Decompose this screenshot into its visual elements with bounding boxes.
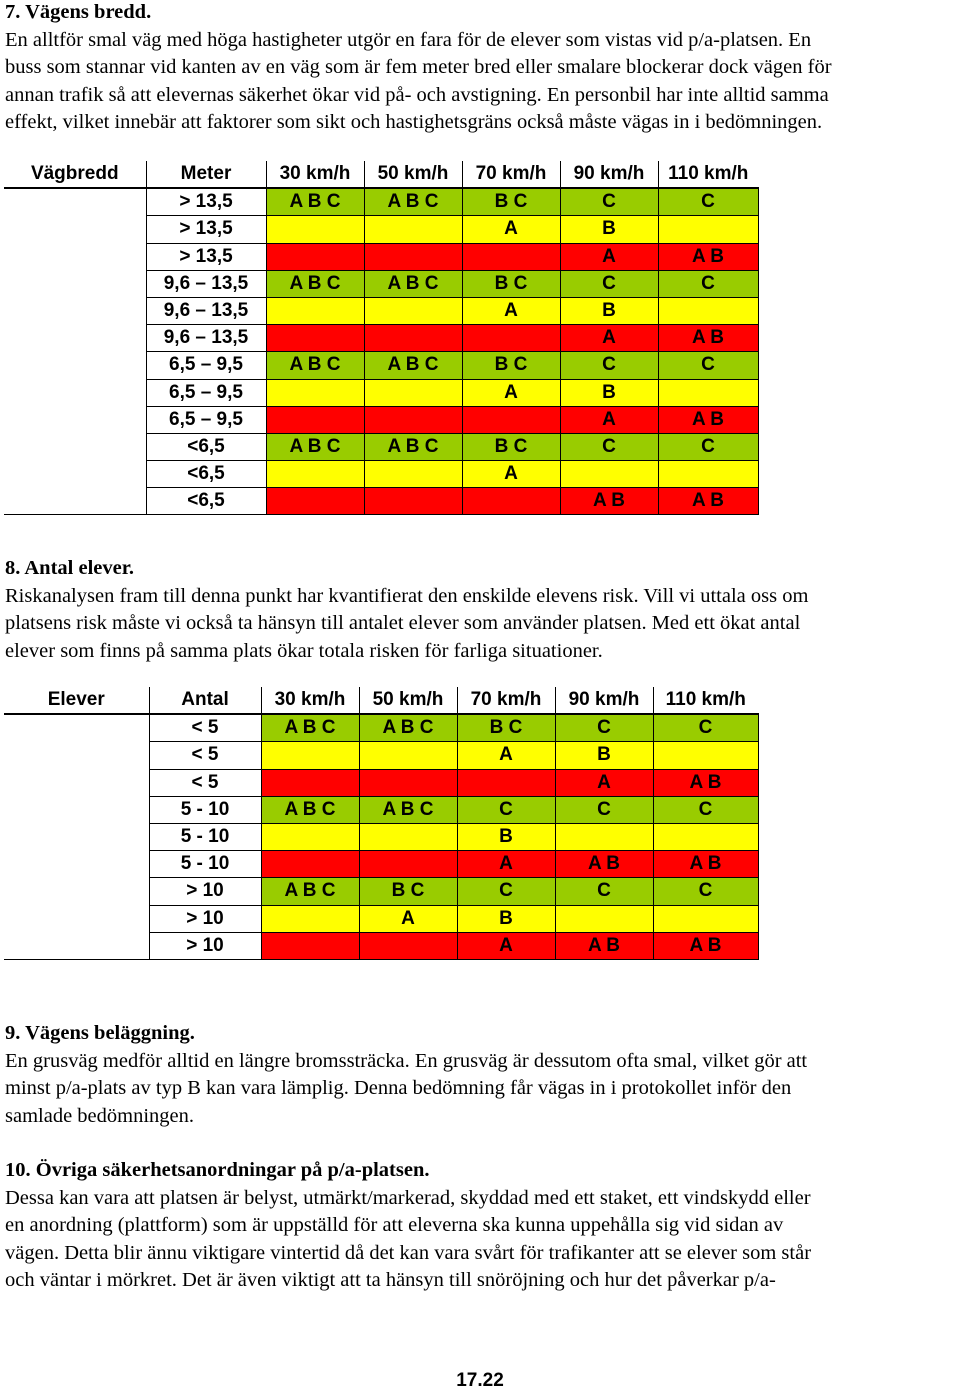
range-cell: < 5 — [149, 714, 261, 742]
range-cell: 5 - 10 — [149, 823, 261, 850]
risk-level-cell — [462, 406, 560, 433]
risk-level-cell — [364, 297, 462, 324]
table-row — [4, 352, 758, 379]
range-cell: <6,5 — [146, 461, 266, 488]
risk-level-cell — [560, 461, 658, 488]
risk-level-cell: A B C — [266, 188, 364, 216]
risk-level-cell: A B — [653, 769, 758, 796]
risk-level-cell: B — [457, 905, 555, 932]
risk-level-cell: A B — [658, 406, 758, 433]
risk-level-cell: C — [560, 270, 658, 297]
empty-cell — [4, 851, 149, 878]
column-header: 50 km/h — [359, 687, 457, 714]
risk-level-cell: C — [658, 188, 758, 216]
column-header: Antal — [149, 687, 261, 714]
range-cell: 5 - 10 — [149, 851, 261, 878]
section-8-line: platsens risk måste vi också ta hänsyn till antalet elever som använder platsen. Med ett ökat antal — [5, 612, 801, 634]
range-cell: <6,5 — [146, 433, 266, 460]
risk-level-cell: A B — [653, 851, 758, 878]
risk-level-cell: B C — [359, 878, 457, 905]
range-cell: > 13,5 — [146, 243, 266, 270]
risk-level-cell — [359, 932, 457, 959]
section-10-heading: 10. Övriga säkerhetsanordningar på p/a-platsen. — [5, 1159, 430, 1181]
section-7-heading: 7. Vägens bredd. — [5, 1, 152, 23]
risk-level-cell: A — [560, 406, 658, 433]
risk-level-cell: A — [555, 769, 653, 796]
risk-level-cell — [266, 325, 364, 352]
risk-level-cell: C — [653, 714, 758, 742]
column-header: 30 km/h — [266, 161, 364, 188]
column-header: 90 km/h — [555, 687, 653, 714]
empty-cell — [4, 406, 146, 433]
column-header: 70 km/h — [462, 161, 560, 188]
column-header: 30 km/h — [261, 687, 359, 714]
table-row — [4, 796, 758, 823]
risk-level-cell: A B C — [261, 878, 359, 905]
empty-cell — [4, 325, 146, 352]
table-row — [4, 379, 758, 406]
page-number: 17.22 — [456, 1370, 504, 1391]
table-row — [4, 878, 758, 905]
risk-level-cell — [261, 905, 359, 932]
risk-level-cell: C — [457, 796, 555, 823]
risk-level-cell: B — [560, 216, 658, 243]
risk-level-cell — [266, 461, 364, 488]
road-width-risk-table — [4, 161, 759, 515]
column-header: Meter — [146, 161, 266, 188]
risk-level-cell: B C — [462, 352, 560, 379]
table-row — [4, 905, 758, 932]
risk-level-cell: C — [653, 796, 758, 823]
risk-level-cell — [359, 769, 457, 796]
range-cell: < 5 — [149, 742, 261, 769]
empty-cell — [4, 461, 146, 488]
section-7-line: effekt, vilket innebär att faktorer som sikt och hastighetsgräns också måste vägas in i bedömningen. — [5, 111, 823, 133]
empty-cell — [4, 823, 149, 850]
risk-level-cell — [359, 823, 457, 850]
table-row — [4, 270, 758, 297]
column-header: 110 km/h — [653, 687, 758, 714]
section-9-heading: 9. Vägens beläggning. — [5, 1022, 195, 1044]
section-10-line: vägen. Detta blir ännu viktigare vintertid då det kan vara svårt för trafikanter att se elever som står — [5, 1241, 812, 1264]
risk-level-cell: A B — [658, 488, 758, 515]
risk-level-cell — [359, 851, 457, 878]
risk-level-cell — [364, 379, 462, 406]
column-header: 110 km/h — [658, 161, 758, 188]
risk-level-cell: A — [457, 742, 555, 769]
table-row — [4, 325, 758, 352]
table-row — [4, 243, 758, 270]
risk-level-cell: C — [555, 878, 653, 905]
risk-level-cell: A — [359, 905, 457, 932]
table-row — [4, 823, 758, 850]
empty-cell — [4, 433, 146, 460]
range-cell: 9,6 – 13,5 — [146, 325, 266, 352]
column-header: Vägbredd — [4, 161, 146, 188]
section-7-line: buss som stannar vid kanten av en väg som är fem meter bred eller smalare blockerar dock vägen för — [5, 56, 832, 78]
risk-level-cell: A — [462, 297, 560, 324]
empty-cell — [4, 932, 149, 959]
empty-cell — [4, 297, 146, 324]
range-cell: 9,6 – 13,5 — [146, 297, 266, 324]
empty-cell — [4, 769, 149, 796]
section-7-line: annan trafik så att elevernas säkerhet ökar vid på- och avstigning. En personbil har inte alltid samma — [5, 83, 829, 106]
empty-cell — [4, 352, 146, 379]
column-header: 90 km/h — [560, 161, 658, 188]
risk-level-cell — [653, 823, 758, 850]
range-cell: > 10 — [149, 932, 261, 959]
range-cell: > 13,5 — [146, 216, 266, 243]
risk-level-cell — [653, 905, 758, 932]
risk-level-cell: B — [560, 297, 658, 324]
risk-level-cell — [364, 406, 462, 433]
risk-level-cell — [462, 243, 560, 270]
risk-level-cell: A — [457, 932, 555, 959]
risk-level-cell: B C — [457, 714, 555, 742]
risk-level-cell: B C — [462, 270, 560, 297]
risk-level-cell: C — [658, 352, 758, 379]
range-cell: > 13,5 — [146, 188, 266, 216]
section-10-line: Dessa kan vara att platsen är belyst, utmärkt/markerad, skyddad med ett staket, ett vindskydd eller — [5, 1186, 811, 1209]
risk-level-cell: A — [462, 379, 560, 406]
risk-level-cell: B C — [462, 188, 560, 216]
risk-level-cell: B — [555, 742, 653, 769]
risk-level-cell — [266, 216, 364, 243]
risk-level-cell — [462, 488, 560, 515]
table-row — [4, 461, 758, 488]
empty-cell — [4, 878, 149, 905]
section-10-line: och väntar i mörkret. Det är även viktigt att ta hänsyn till snöröjning och hur det påverkar p/a- — [5, 1269, 776, 1291]
risk-level-cell: B C — [462, 433, 560, 460]
risk-level-cell — [658, 216, 758, 243]
range-cell: 6,5 – 9,5 — [146, 352, 266, 379]
empty-cell — [4, 714, 149, 742]
risk-level-cell: A B C — [261, 796, 359, 823]
table-row — [4, 488, 758, 515]
empty-cell — [4, 270, 146, 297]
table-row — [4, 714, 758, 742]
risk-level-cell — [462, 325, 560, 352]
risk-level-cell — [261, 851, 359, 878]
section-8-heading: 8. Antal elever. — [5, 557, 135, 579]
range-cell: 6,5 – 9,5 — [146, 379, 266, 406]
table-header-row — [4, 687, 758, 714]
risk-level-cell: C — [653, 878, 758, 905]
risk-level-cell — [266, 379, 364, 406]
risk-level-cell — [658, 297, 758, 324]
risk-level-cell — [364, 461, 462, 488]
risk-level-cell: A B — [658, 243, 758, 270]
empty-cell — [4, 188, 146, 216]
table-row — [4, 433, 758, 460]
risk-level-cell: A B — [653, 932, 758, 959]
risk-level-cell — [364, 216, 462, 243]
risk-level-cell: A B C — [266, 433, 364, 460]
table-row — [4, 188, 758, 216]
table-row — [4, 216, 758, 243]
risk-level-cell: A B — [555, 851, 653, 878]
section-7-line: En alltför smal väg med höga hastigheter utgör en fara för de elever som vistas vid p/a-platsen. En — [5, 28, 812, 51]
range-cell: <6,5 — [146, 488, 266, 515]
table-row — [4, 297, 758, 324]
risk-level-cell — [266, 297, 364, 324]
empty-cell — [4, 488, 146, 515]
section-7 — [5, 0, 960, 137]
risk-level-cell: C — [555, 714, 653, 742]
section-10 — [5, 1157, 960, 1295]
risk-level-cell — [364, 488, 462, 515]
risk-level-cell: C — [457, 878, 555, 905]
empty-cell — [4, 216, 146, 243]
risk-level-cell: C — [658, 270, 758, 297]
range-cell: 6,5 – 9,5 — [146, 406, 266, 433]
risk-level-cell — [261, 742, 359, 769]
table-row — [4, 932, 758, 959]
range-cell: > 10 — [149, 905, 261, 932]
risk-level-cell: B — [457, 823, 555, 850]
section-8-line: Riskanalysen fram till denna punkt har kvantifierat den enskilde elevens risk. Vill vi uttala oss om — [5, 584, 809, 607]
section-9 — [5, 1020, 960, 1130]
risk-level-cell — [555, 823, 653, 850]
risk-level-cell — [359, 742, 457, 769]
empty-cell — [4, 243, 146, 270]
risk-level-cell — [364, 243, 462, 270]
risk-level-cell: C — [555, 796, 653, 823]
table-row — [4, 742, 758, 769]
risk-level-cell — [653, 742, 758, 769]
risk-level-cell: A B C — [364, 352, 462, 379]
risk-level-cell: A — [462, 461, 560, 488]
column-header: 50 km/h — [364, 161, 462, 188]
risk-level-cell: C — [560, 352, 658, 379]
risk-level-cell: A — [560, 243, 658, 270]
risk-level-cell: A — [462, 216, 560, 243]
risk-level-cell — [266, 488, 364, 515]
column-header: 70 km/h — [457, 687, 555, 714]
risk-level-cell: A B C — [364, 433, 462, 460]
student-count-risk-table — [4, 687, 759, 960]
risk-level-cell: A — [457, 851, 555, 878]
risk-level-cell: C — [560, 188, 658, 216]
section-8-line: elever som finns på samma plats ökar totala risken för farliga situationer. — [5, 639, 603, 662]
risk-level-cell: A B C — [266, 270, 364, 297]
risk-level-cell: A B C — [364, 270, 462, 297]
risk-level-cell — [261, 769, 359, 796]
risk-level-cell: A B C — [261, 714, 359, 742]
risk-level-cell — [658, 379, 758, 406]
risk-level-cell — [457, 769, 555, 796]
risk-level-cell: A — [560, 325, 658, 352]
table-row — [4, 851, 758, 878]
empty-cell — [4, 905, 149, 932]
risk-level-cell — [261, 823, 359, 850]
range-cell: 9,6 – 13,5 — [146, 270, 266, 297]
risk-level-cell: A B C — [359, 796, 457, 823]
range-cell: > 10 — [149, 878, 261, 905]
table-row — [4, 406, 758, 433]
risk-level-cell — [261, 932, 359, 959]
range-cell: < 5 — [149, 769, 261, 796]
risk-level-cell: A B — [560, 488, 658, 515]
empty-cell — [4, 742, 149, 769]
section-9-line: En grusväg medför alltid en längre bromssträcka. En grusväg är dessutom ofta smal, vilket gör att — [5, 1049, 808, 1072]
risk-level-cell — [555, 905, 653, 932]
risk-level-cell: A B C — [266, 352, 364, 379]
risk-level-cell: C — [658, 433, 758, 460]
risk-level-cell: A B C — [364, 188, 462, 216]
risk-level-cell: A B C — [359, 714, 457, 742]
empty-cell — [4, 379, 146, 406]
column-header: Elever — [4, 687, 149, 714]
risk-level-cell: B — [560, 379, 658, 406]
section-8 — [5, 555, 960, 665]
empty-cell — [4, 796, 149, 823]
risk-level-cell: A B — [658, 325, 758, 352]
table-row — [4, 769, 758, 796]
section-10-line: en anordning (plattform) som är uppställd för att eleverna ska kunna uppehålla sig vid sidan av — [5, 1214, 784, 1236]
risk-level-cell: A B — [555, 932, 653, 959]
risk-level-cell — [364, 325, 462, 352]
risk-level-cell: C — [560, 433, 658, 460]
table-header-row — [4, 161, 758, 188]
section-9-line: samlade bedömningen. — [5, 1104, 195, 1127]
risk-level-cell — [266, 406, 364, 433]
section-9-line: minst p/a-plats av typ B kan vara lämplig. Denna bedömning får vägas in i protokollet inför den — [5, 1077, 792, 1099]
risk-level-cell — [658, 461, 758, 488]
risk-level-cell — [266, 243, 364, 270]
range-cell: 5 - 10 — [149, 796, 261, 823]
